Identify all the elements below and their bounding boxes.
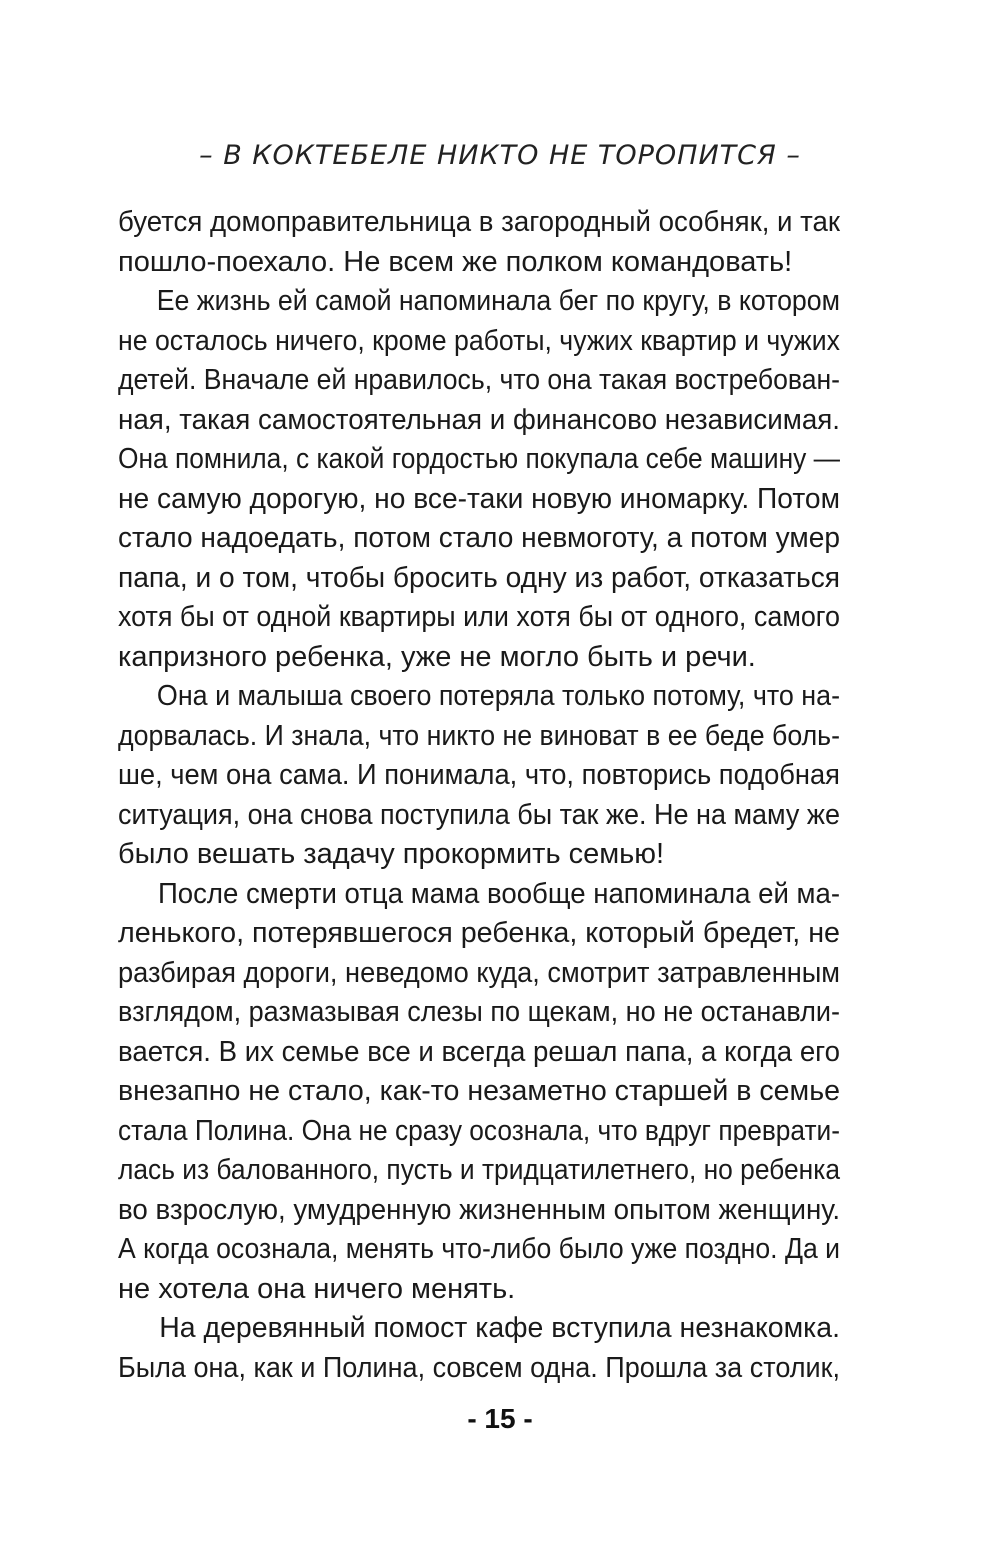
text-line: не хотела она ничего менять.	[118, 1272, 516, 1305]
text-line: ситуация, она снова поступила бы так же. Не на маму же	[118, 798, 840, 831]
text-line: стала Полина. Она не сразу осознала, что вдруг преврати-	[118, 1114, 840, 1147]
text-line: ленького, потерявшегося ребенка, который бредет, не	[118, 917, 841, 949]
text-line: А когда осознала, менять что-либо было уже поздно. Да и	[118, 1233, 841, 1265]
text-line: дорвалась. И знала, что никто не виноват в ее беде боль-	[118, 719, 841, 752]
running-head: – В КОКТЕБЕЛЕ НИКТО НЕ ТОРОПИТСЯ –	[199, 140, 801, 171]
text-line: Она помнила, с какой гордостью покупала себе машину —	[118, 443, 840, 475]
text-line: не самую дорогую, но все-таки новую иномарку. Потом	[118, 482, 840, 515]
text-line: пошло-поехало. Не всем же полком командовать!	[118, 245, 793, 278]
text-line: внезапно не стало, как-то незаметно старшей в семье	[118, 1075, 840, 1107]
text-line: Ее жизнь ей самой напоминала бег по кругу, в котором	[156, 285, 841, 317]
text-line: Она и малыша своего потеряла только потому, что на-	[156, 680, 841, 712]
body-text	[118, 203, 840, 1388]
text-line: не осталось ничего, кроме работы, чужих квартир и чужих	[118, 324, 840, 357]
text-line: хотя бы от одной квартиры или хотя бы от одного, самого	[118, 601, 841, 633]
text-line: лась из балованного, пусть и тридцатилетнего, но ребенка	[118, 1154, 840, 1186]
text-line: ше, чем она сама. И понимала, что, повторись подобная	[118, 759, 840, 791]
text-line: вается. В их семье все и всегда решал папа, а когда его	[118, 1035, 841, 1068]
text-line: папа, и о том, чтобы бросить одну из работ, отказаться	[118, 561, 841, 594]
text-line: стало надоедать, потом стало невмоготу, а потом умер	[118, 522, 841, 554]
text-line: Была она, как и Полина, совсем одна. Прошла за столик,	[118, 1351, 840, 1384]
text-line: детей. Вначале ей нравилось, что она такая востребован-	[118, 364, 841, 396]
text-line: разбирая дороги, неведомо куда, смотрит затравленным	[118, 956, 841, 989]
text-line: ная, такая самостоятельная и финансово независимая.	[118, 403, 841, 436]
page-number: - 15 -	[467, 1403, 533, 1434]
text-line: взглядом, размазывая слезы по щекам, но не останавли-	[118, 996, 840, 1028]
text-line: было вешать задачу прокормить семью!	[118, 838, 665, 870]
text-line: капризного ребенка, уже не могло быть и речи.	[118, 640, 756, 673]
text-line: На деревянный помост кафе вступила незнакомка.	[159, 1312, 840, 1344]
text-line: буется домоправительница в загородный особняк, и так	[118, 206, 841, 238]
text-line: во взрослую, умудренную жизненным опытом женщину.	[118, 1193, 841, 1226]
text-line: После смерти отца мама вообще напоминала ей ма-	[157, 877, 841, 910]
